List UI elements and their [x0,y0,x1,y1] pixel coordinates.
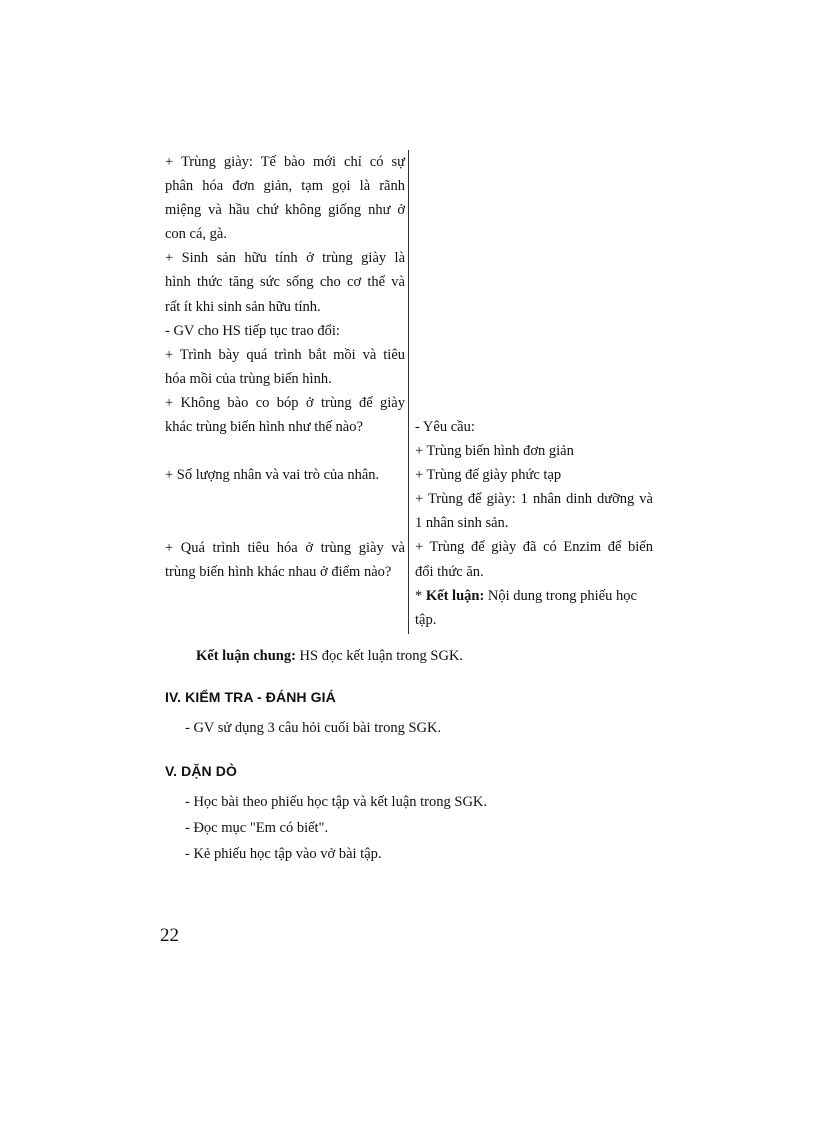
left-line: + Số lượng nhân và vai trò của nhân. [165,467,380,484]
left-line: + Sinh sản hữu tính ở trùng giày là [165,250,405,267]
left-line: hình thức tăng sức sống cho cơ thể và [165,274,405,291]
right-line: + Trùng biến hình đơn giản [415,443,574,460]
section-5-heading: V. DẶN DÒ [165,763,237,779]
left-line: con cá, gà. [165,226,227,243]
section-4-item: - GV sử dụng 3 câu hỏi cuối bài trong SGK. [185,720,442,736]
section-5-item: - Đọc mục "Em có biết". [185,820,329,836]
left-spacer [165,511,405,535]
general-conclusion-label: Kết luận chung: [196,648,296,664]
right-line: 1 nhân sinh sản. [415,515,509,532]
table-right-column [415,415,653,632]
left-line: + Không bào co bóp ở trùng đế giày [165,394,405,411]
section-5-item: - Kẻ phiếu học tập vào vở bài tập. [185,846,382,862]
table-column-divider [408,150,409,634]
left-line: + Trình bày quá trình bắt mồi và tiêu [165,346,405,363]
conclusion-label: Kết luận: [425,587,485,604]
left-line: + Trùng giày: Tế bào mới chỉ có sự [165,154,405,170]
left-line: - GV cho HS tiếp tục trao đổi: [165,322,340,339]
left-line: rất ít khi sinh sản hữu tính. [165,298,321,315]
left-spacer [165,439,405,463]
right-line: + Trùng đế giày phức tạp [415,467,562,484]
left-line: khác trùng biến hình như thế nào? [165,419,363,436]
section-4-heading: IV. KIỂM TRA - ĐÁNH GIÁ [165,689,336,705]
right-line: đổi thức ăn. [415,563,484,580]
left-line: + Quá trình tiêu hóa ở trùng giày và [165,539,405,556]
conclusion-star: * [415,587,423,604]
left-spacer [165,487,405,511]
page-number: 22 [160,925,179,946]
right-line: + Trùng đế giày: 1 nhân dinh dưỡng và [415,491,653,508]
general-conclusion-text: HS đọc kết luận trong SGK. [299,648,464,664]
right-line: + Trùng đế giày đã có Enzim để biến [415,539,653,556]
left-line: trùng biến hình khác nhau ở điểm nào? [165,563,392,580]
right-line: tập. [415,611,437,628]
conclusion-text: Nội dung trong phiếu học [487,587,637,604]
left-line: miệng và hầu chứ không giống như ở [165,202,405,219]
right-line: - Yêu cầu: [415,419,475,435]
left-line: phân hóa đơn giản, tạm gọi là rãnh [165,178,405,195]
right-conclusion [415,584,653,608]
section-5-item: - Học bài theo phiếu học tập và kết luận trong SGK. [185,794,488,810]
table-left-column [165,150,405,584]
general-conclusion [196,648,463,665]
left-line: hóa mồi của trùng biến hình. [165,370,332,387]
